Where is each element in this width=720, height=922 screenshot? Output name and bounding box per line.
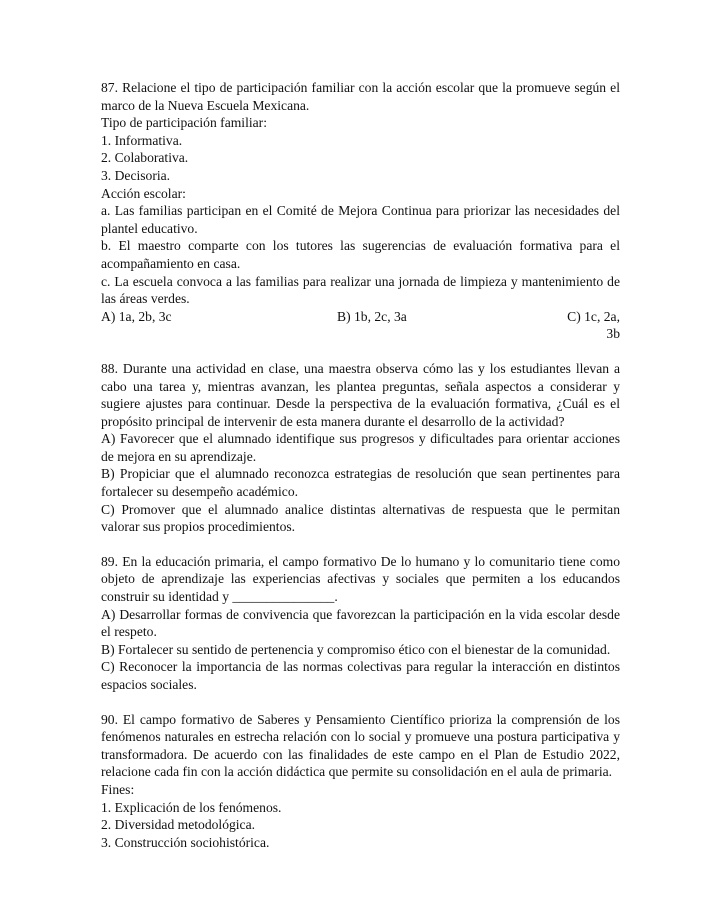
answer-option-a: A) Favorecer que el alumnado identifique sus progresos y dificultades para orientar acciones de mejora en su aprendizaje. xyxy=(101,431,620,464)
answer-option-c: C) 1c, 2a, 3b xyxy=(567,308,620,342)
answer-option-a: A) 1a, 2b, 3c xyxy=(101,308,172,324)
question-90-fin-item: 3. Construcción sociohistórica. xyxy=(101,834,270,850)
question-89 xyxy=(101,553,620,694)
question-88 xyxy=(101,360,620,536)
answer-option-c: C) Promover que el alumnado analice distintas alternativas de respuesta que le permitan valorar sus propios procedimientos. xyxy=(101,501,620,535)
question-87-types-heading: Tipo de participación familiar: xyxy=(101,115,267,131)
question-87-type-item: 3. Decisoria. xyxy=(101,167,171,183)
answer-option-b: B) 1b, 2c, 3a xyxy=(337,308,407,324)
question-88-stem: 88. Durante una actividad en clase, una maestra observa cómo las y los estudiantes llevan a cabo una tarea y, mientras avanzan, les plantea preguntas, señala aspectos a considerar y sugiere ajustes para continuar. Desde la perspectiva de la evaluación formativa, ¿Cuál es el propósito principal de intervenir de esta manera durante el desarrollo de la actividad? xyxy=(101,360,620,429)
question-87-options xyxy=(101,308,620,343)
question-90-fin-item: 2. Diversidad metodológica. xyxy=(101,817,256,833)
question-90-stem: 90. El campo formativo de Saberes y Pensamiento Científico prioriza la comprensión de los fenómenos naturales en estrecha relación con lo social y promueve una postura participativa y transformadora. De acuerdo con las finalidades de este campo en el Plan de Estudio 2022, relacione cada fin con la acción didáctica que permite su consolidación en el aula de primaria. xyxy=(101,711,620,780)
question-87-stem: 87. Relacione el tipo de participación familiar con la acción escolar que la promueve según el marco de la Nueva Escuela Mexicana. xyxy=(101,80,620,113)
question-87-type-item: 1. Informativa. xyxy=(101,132,183,148)
question-87-action-item: c. La escuela convoca a las familias para realizar una jornada de limpieza y mantenimiento de las áreas verdes. xyxy=(101,273,620,307)
question-90-fines-heading: Fines: xyxy=(101,781,135,797)
answer-option-c: C) Reconocer la importancia de las normas colectivas para regular la interacción en distintos espacios sociales. xyxy=(101,659,620,692)
question-90 xyxy=(101,711,620,852)
question-87-action-item: a. Las familias participan en el Comité de Mejora Continua para priorizar las necesidades del plantel educativo. xyxy=(101,203,620,236)
question-87-actions-heading: Acción escolar: xyxy=(101,185,186,201)
question-87-action-item: b. El maestro comparte con los tutores las sugerencias de evaluación formativa para el acompañamiento en casa. xyxy=(101,238,620,271)
question-87 xyxy=(101,79,620,343)
answer-option-b: B) Fortalecer su sentido de pertenencia y compromiso ético con el bienestar de la comunidad. xyxy=(101,641,611,657)
answer-option-a: A) Desarrollar formas de convivencia que favorezcan la participación en la vida escolar desde el respeto. xyxy=(101,606,620,640)
question-87-type-item: 2. Colaborativa. xyxy=(101,150,189,166)
question-90-fin-item: 1. Explicación de los fenómenos. xyxy=(101,799,282,815)
answer-option-b: B) Propiciar que el alumnado reconozca estrategias de resolución que sean pertinentes para fortalecer su desempeño académico. xyxy=(101,466,620,500)
question-89-stem: 89. En la educación primaria, el campo formativo De lo humano y lo comunitario tiene como objeto de aprendizaje las experiencias afectivas y sociales que permiten a los educandos construir su identidad y _______________. xyxy=(101,553,620,605)
